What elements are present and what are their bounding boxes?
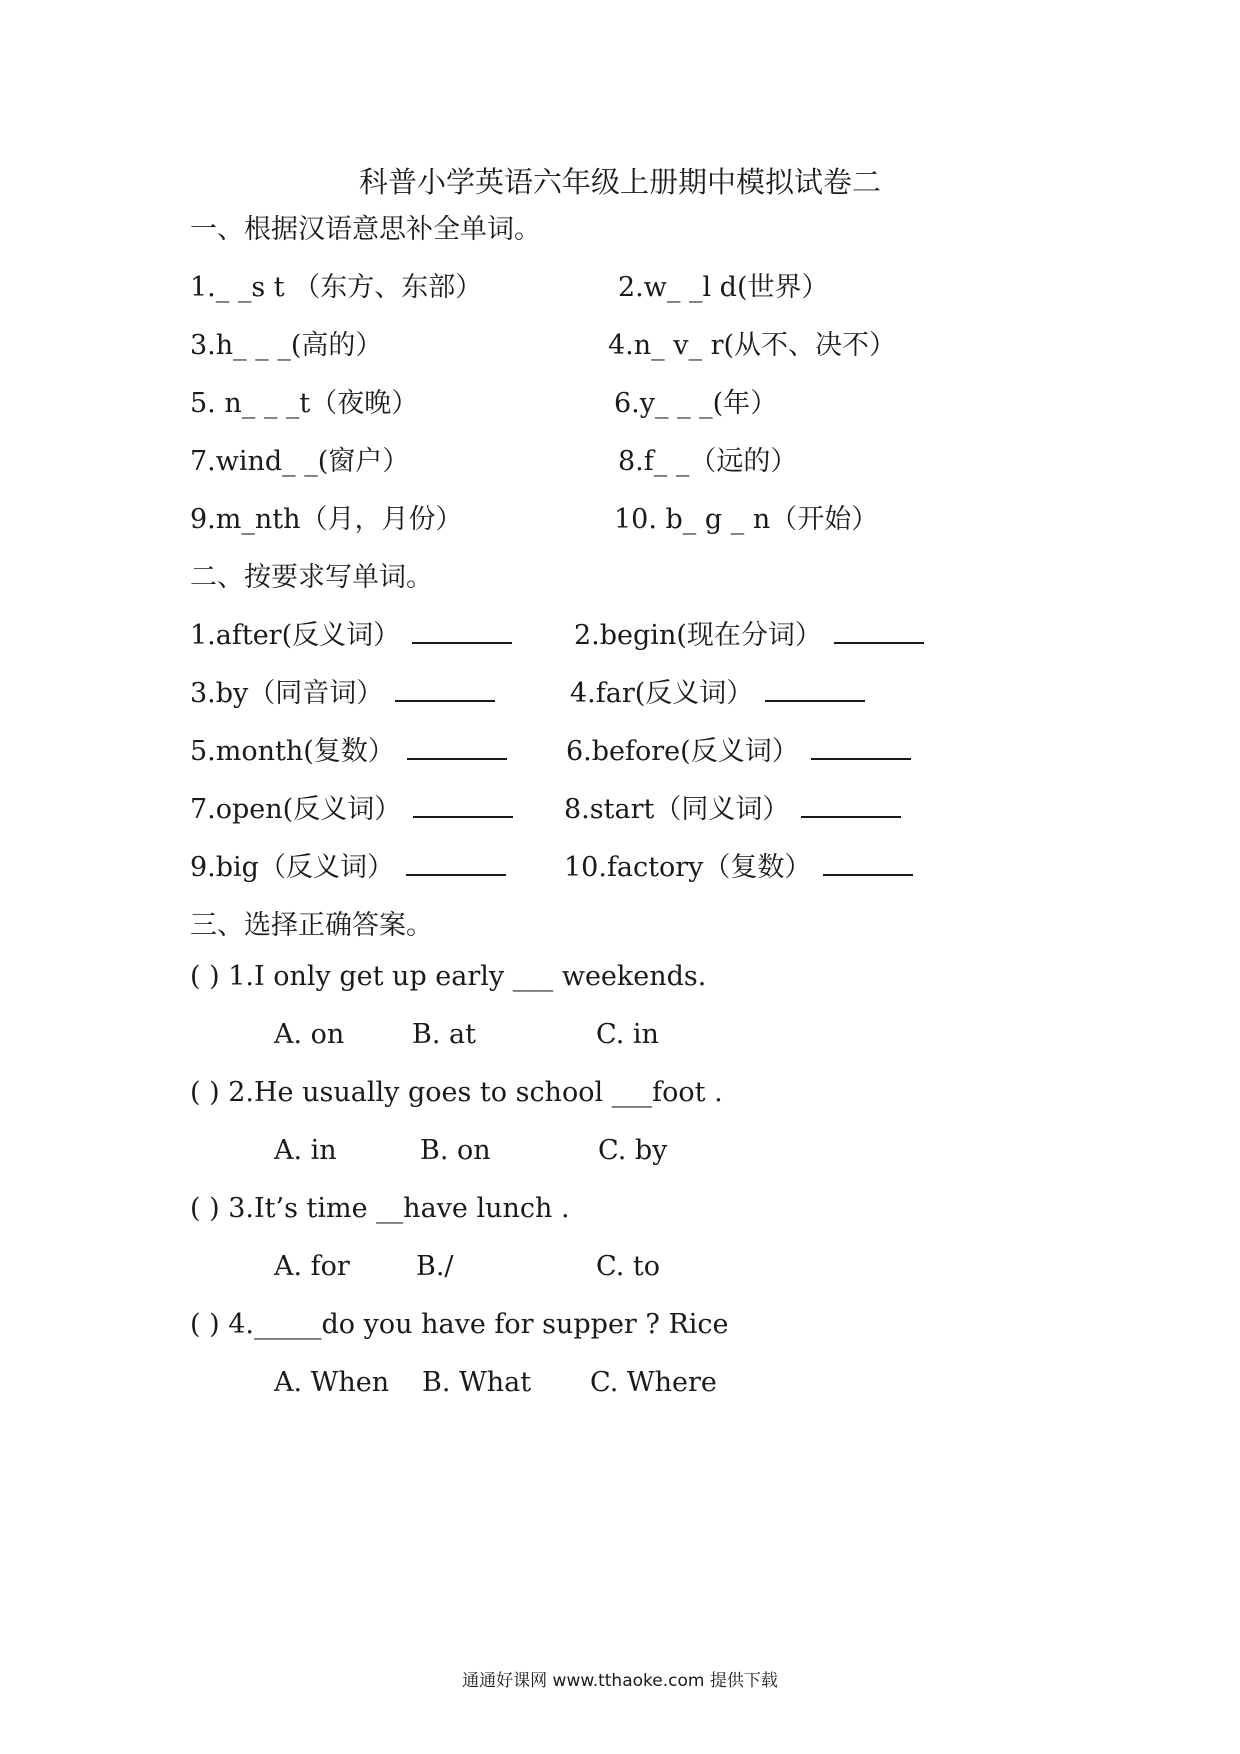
section1-heading: 一、根据汉语意思补全单词。 [190, 214, 541, 245]
q2-option-c: C. by [598, 1135, 668, 1166]
answer-blank [765, 676, 865, 702]
question-4: ( ) 4._____do you have for supper ? Rice [190, 1309, 729, 1340]
answer-blank [801, 792, 901, 818]
s1-item-7: 7.wind_ _(窗户） [190, 446, 410, 477]
s2-item-5-label: 5.month(复数） [190, 736, 395, 767]
page-title: 科普小学英语六年级上册期中模拟试卷二 [358, 165, 881, 199]
s1-item-1: 1._ _s t （东方、东部） [190, 272, 483, 303]
s1-item-5: 5. n_ _ _t（夜晚） [190, 388, 419, 419]
q3-option-a: A. for [274, 1251, 350, 1282]
answer-blank [823, 850, 913, 876]
s2-item-9-label: 9.big（反义词） [190, 852, 394, 883]
answer-blank [407, 734, 507, 760]
q4-option-a: A. When [274, 1367, 390, 1398]
answer-blank [395, 676, 495, 702]
q3-option-c: C. to [596, 1251, 660, 1282]
s2-item-5 [190, 729, 507, 768]
s2-item-8 [564, 787, 901, 826]
section2-heading: 二、按要求写单词。 [190, 562, 433, 593]
question-3: ( ) 3.It’s time __have lunch . [190, 1193, 570, 1224]
s2-item-7-label: 7.open(反义词） [190, 794, 402, 825]
answer-blank [834, 618, 924, 644]
q1-option-a: A. on [274, 1019, 345, 1050]
answer-blank [406, 850, 506, 876]
s1-item-10: 10. b_ g _ n（开始） [614, 504, 879, 535]
s2-item-10-label: 10.factory（复数） [564, 852, 812, 883]
question-2: ( ) 2.He usually goes to school ___foot . [190, 1077, 723, 1108]
s2-item-4-label: 4.far(反义词） [570, 678, 754, 709]
s2-item-9 [190, 845, 506, 884]
s2-item-8-label: 8.start（同义词） [564, 794, 790, 825]
answer-blank [811, 734, 911, 760]
section3-heading: 三、选择正确答案。 [190, 910, 433, 941]
s2-item-1-label: 1.after(反义词） [190, 620, 401, 651]
q3-option-b: B./ [416, 1251, 454, 1282]
s2-item-3-label: 3.by（同音词） [190, 678, 384, 709]
s2-item-1 [190, 613, 512, 652]
s2-item-2-label: 2.begin(现在分词） [574, 620, 822, 651]
s2-item-7 [190, 787, 513, 826]
s2-item-6-label: 6.before(反义词） [566, 736, 799, 767]
q1-option-c: C. in [596, 1019, 659, 1050]
s2-item-10 [564, 845, 913, 884]
s2-item-3 [190, 671, 495, 710]
s1-item-4: 4.n_ v_ r(从不、决不） [608, 330, 897, 361]
q1-option-b: B. at [412, 1019, 476, 1050]
q4-option-b: B. What [422, 1367, 532, 1398]
s1-item-2: 2.w_ _l d(世界） [618, 272, 829, 303]
s1-item-6: 6.y_ _ _(年） [614, 388, 778, 419]
s2-item-4 [570, 671, 865, 710]
s1-item-8: 8.f_ _（远的） [618, 446, 798, 477]
s1-item-9: 9.m_nth（月，月份） [190, 504, 463, 535]
s2-item-6 [566, 729, 911, 768]
s2-item-2 [574, 613, 924, 652]
answer-blank [413, 792, 513, 818]
answer-blank [412, 618, 512, 644]
q4-option-c: C. Where [590, 1367, 717, 1398]
q2-option-a: A. in [274, 1135, 337, 1166]
q2-option-b: B. on [420, 1135, 491, 1166]
question-1: ( ) 1.I only get up early ___ weekends. [190, 961, 707, 992]
s1-item-3: 3.h_ _ _(高的） [190, 330, 383, 361]
page-footer: 通通好课网 www.tthaoke.com 提供下载 [462, 1671, 778, 1691]
